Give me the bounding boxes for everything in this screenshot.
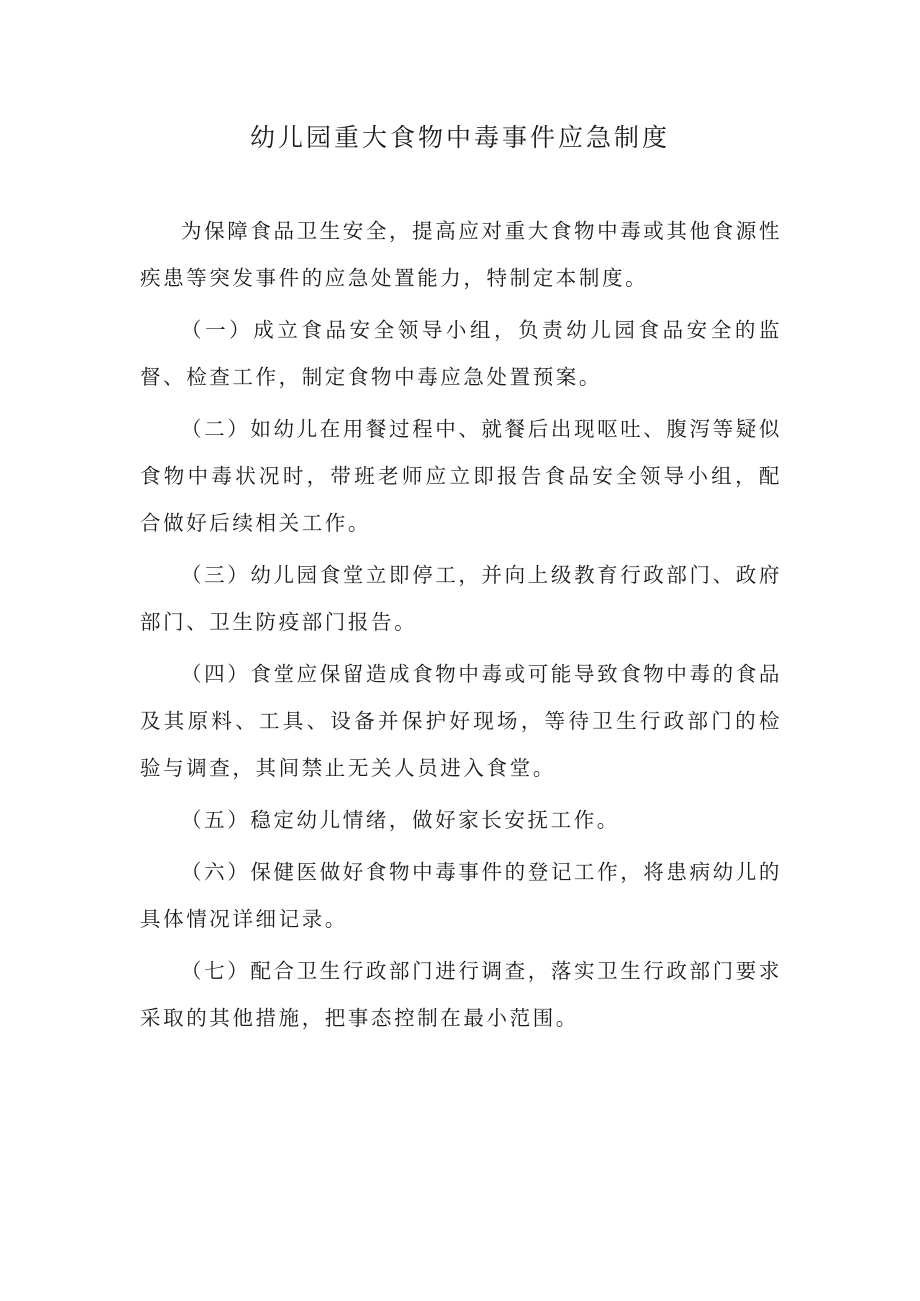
clause-1-paragraph: （一）成立食品安全领导小组，负责幼儿园食品安全的监督、检查工作，制定食物中毒应急处置预案。 [140, 318, 782, 389]
clause-5-paragraph: （五）稳定幼儿情绪，做好家长安抚工作。 [181, 808, 620, 832]
clause-4-paragraph: （四）食堂应保留造成食物中毒或可能导致食物中毒的食品及其原料、工具、设备并保护好现场，等待卫生行政部门的检验与调查，其间禁止无关人员进入食堂。 [140, 662, 782, 780]
document-title: 幼儿园重大食物中毒事件应急制度 [249, 123, 670, 152]
clause-3-paragraph: （三）幼儿园食堂立即停工，并向上级教育行政部门、政府部门、卫生防疫部门报告。 [140, 563, 782, 634]
clause-2-paragraph: （二）如幼儿在用餐过程中、就餐后出现呕吐、腹泻等疑似食物中毒状况时，带班老师应立即报告食品安全领导小组，配合做好后续相关工作。 [140, 417, 782, 535]
clause-6-paragraph: （六）保健医做好食物中毒事件的登记工作，将患病幼儿的具体情况详细记录。 [140, 860, 782, 931]
document-body [140, 208, 782, 1047]
clause-7-paragraph: （七）配合卫生行政部门进行调查，落实卫生行政部门要求采取的其他措施，把事态控制在最小范围。 [140, 959, 782, 1030]
intro-paragraph: 为保障食品卫生安全，提高应对重大食物中毒或其他食源性疾患等突发事件的应急处置能力，特制定本制度。 [140, 219, 782, 290]
